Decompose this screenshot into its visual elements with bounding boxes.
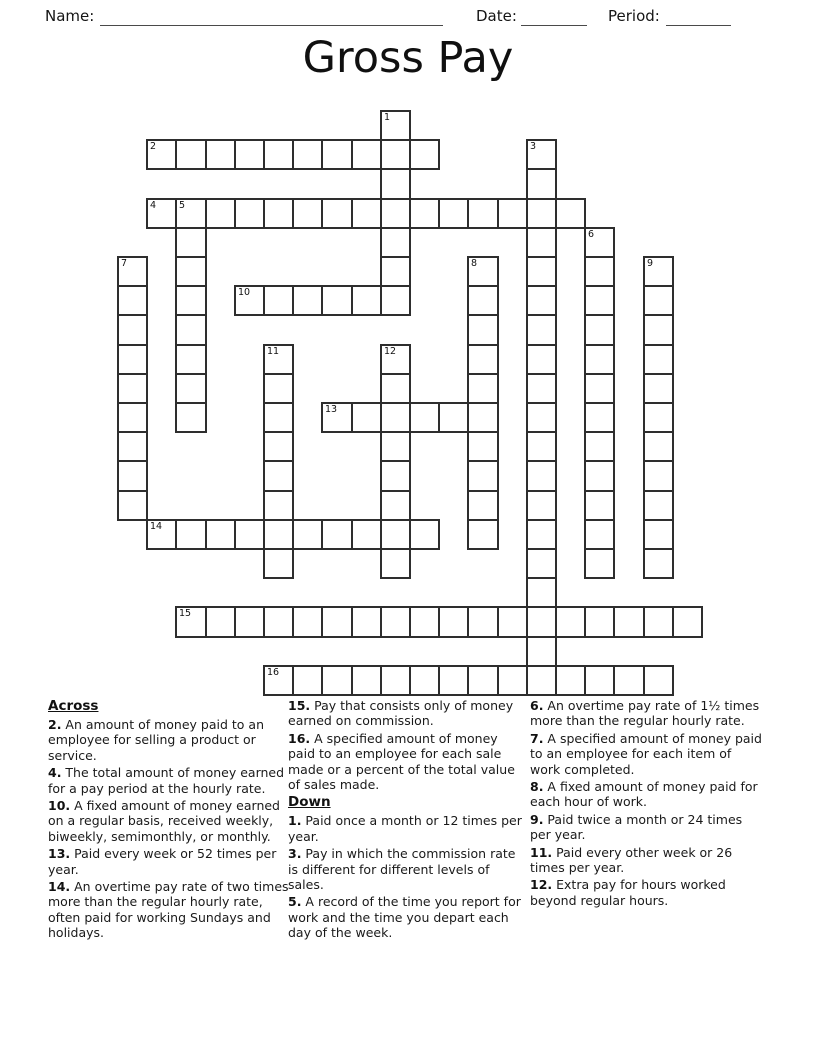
- clue-item-number: 6.: [530, 698, 544, 713]
- grid-cell[interactable]: [380, 285, 411, 316]
- grid-cell[interactable]: [555, 198, 586, 229]
- grid-cell[interactable]: [117, 344, 148, 375]
- grid-cell[interactable]: [117, 431, 148, 462]
- period-label: Period:: [608, 7, 660, 25]
- grid-cell[interactable]: [584, 402, 615, 433]
- clue-item: 15. Pay that consists only of money earned on commission.: [288, 698, 514, 729]
- clues-heading-across: Across: [48, 698, 99, 714]
- grid-cell[interactable]: [380, 431, 411, 462]
- grid-cell[interactable]: [175, 314, 207, 346]
- grid-cell[interactable]: [380, 460, 411, 492]
- grid-cell[interactable]: [351, 519, 382, 550]
- grid-cell[interactable]: [205, 606, 236, 638]
- grid-cell[interactable]: [380, 373, 411, 404]
- grid-cell[interactable]: [643, 519, 674, 550]
- clue-number: 5: [179, 200, 186, 211]
- grid-cell[interactable]: [263, 665, 294, 696]
- grid-cell[interactable]: [117, 402, 148, 433]
- grid-cell[interactable]: [380, 548, 411, 579]
- clue-item-number: 7.: [530, 730, 544, 746]
- grid-cell[interactable]: [292, 519, 323, 550]
- grid-cell[interactable]: [263, 431, 294, 462]
- clue-column: [288, 698, 526, 943]
- grid-cell[interactable]: [409, 139, 440, 170]
- clue-number: 10: [238, 287, 251, 298]
- grid-cell[interactable]: [380, 665, 411, 696]
- grid-cell[interactable]: [263, 198, 294, 229]
- clue-number: 15: [179, 608, 192, 619]
- clues-heading-down: Down: [288, 794, 331, 811]
- clue-item-number: 3.: [288, 846, 302, 862]
- grid-cell[interactable]: [584, 344, 615, 375]
- grid-cell[interactable]: [175, 256, 207, 287]
- clue-number: 1: [384, 112, 391, 123]
- grid-cell[interactable]: [643, 314, 674, 346]
- grid-cell[interactable]: [380, 227, 411, 258]
- grid-cell[interactable]: [643, 460, 674, 492]
- clue-item-number: 10.: [48, 798, 71, 814]
- grid-cell[interactable]: [467, 460, 499, 492]
- grid-cell[interactable]: [380, 606, 411, 638]
- clue-number: 14: [150, 521, 163, 532]
- grid-cell[interactable]: [467, 490, 499, 521]
- grid-cell[interactable]: [643, 256, 674, 287]
- grid-cell[interactable]: [263, 490, 294, 521]
- grid-cell[interactable]: [613, 665, 645, 696]
- grid-cell[interactable]: [526, 344, 557, 375]
- clue-item-number: 12.: [530, 877, 553, 893]
- clue-item-number: 2.: [48, 717, 62, 732]
- grid-cell[interactable]: [526, 636, 557, 667]
- grid-cell[interactable]: [584, 285, 615, 316]
- grid-cell[interactable]: [643, 606, 674, 638]
- grid-cell[interactable]: [438, 402, 469, 433]
- grid-cell[interactable]: [321, 519, 353, 550]
- clue-number: 12: [384, 346, 397, 357]
- clue-item: 14. An overtime pay rate of two times more than the regular hourly rate, often paid for working Sundays and holidays.: [48, 879, 289, 941]
- grid-cell[interactable]: [117, 285, 148, 316]
- grid-cell[interactable]: [613, 606, 645, 638]
- grid-cell[interactable]: [321, 198, 353, 229]
- grid-cell[interactable]: [175, 606, 207, 638]
- grid-cell[interactable]: [555, 665, 586, 696]
- date-label: Date:: [476, 7, 517, 25]
- grid-cell[interactable]: [526, 256, 557, 287]
- grid-cell[interactable]: [584, 665, 615, 696]
- clue-item: 9. Paid twice a month or 24 times per year.: [530, 811, 743, 843]
- grid-cell[interactable]: [409, 606, 440, 638]
- period-blank-line[interactable]: [666, 8, 731, 26]
- grid-cell[interactable]: [467, 314, 499, 346]
- grid-cell[interactable]: [263, 344, 294, 375]
- date-blank-line[interactable]: [521, 8, 587, 26]
- grid-cell[interactable]: [555, 606, 586, 638]
- clue-column: [48, 698, 290, 943]
- clue-item: 3. Pay in which the commission rate is different for different levels of sales.: [288, 846, 516, 893]
- grid-cell[interactable]: [409, 519, 440, 550]
- grid-cell[interactable]: [438, 665, 469, 696]
- grid-cell[interactable]: [672, 606, 703, 638]
- clue-item-number: 11.: [530, 844, 553, 860]
- grid-cell[interactable]: [117, 490, 148, 521]
- clue-item: 7. A specified amount of money paid to an employee for each item of work completed.: [530, 730, 762, 777]
- clue-item-number: 8.: [530, 779, 544, 795]
- grid-cell[interactable]: [467, 402, 499, 433]
- grid-cell[interactable]: [526, 431, 557, 462]
- clue-item: 12. Extra pay for hours worked beyond regular hours.: [530, 877, 726, 908]
- page-title: Gross Pay: [302, 33, 514, 83]
- clue-item-number: 4.: [48, 765, 62, 781]
- grid-cell[interactable]: [351, 665, 382, 696]
- grid-cell[interactable]: [351, 402, 382, 433]
- clue-item-number: 15.: [288, 698, 311, 713]
- grid-cell[interactable]: [117, 314, 148, 346]
- grid-cell[interactable]: [117, 460, 148, 492]
- grid-cell[interactable]: [526, 227, 557, 258]
- grid-cell[interactable]: [584, 490, 615, 521]
- clue-item: 11. Paid every other week or 26 times per year.: [530, 844, 733, 876]
- grid-cell[interactable]: [321, 606, 353, 638]
- grid-cell[interactable]: [643, 431, 674, 462]
- grid-cell[interactable]: [263, 606, 294, 638]
- clue-number: 13: [325, 404, 338, 415]
- clue-item: 1. Paid once a month or 12 times per year.: [288, 813, 522, 844]
- grid-cell[interactable]: [380, 402, 411, 433]
- grid-cell[interactable]: [292, 285, 323, 316]
- grid-cell[interactable]: [467, 373, 499, 404]
- grid-cell[interactable]: [643, 490, 674, 521]
- clue-item: 5. A record of the time you report for work and the time you depart each day of the week.: [288, 894, 521, 941]
- grid-cell[interactable]: [584, 606, 615, 638]
- grid-cell[interactable]: [380, 344, 411, 375]
- grid-cell[interactable]: [380, 198, 411, 229]
- grid-cell[interactable]: [526, 168, 557, 200]
- clue-item-number: 14.: [48, 879, 71, 895]
- name-blank-line[interactable]: [100, 8, 443, 26]
- grid-cell[interactable]: [175, 402, 207, 433]
- grid-cell[interactable]: [643, 548, 674, 579]
- clue-number: 4: [150, 200, 157, 211]
- grid-cell[interactable]: [526, 139, 557, 170]
- grid-cell[interactable]: [205, 198, 236, 229]
- grid-cell[interactable]: [497, 606, 528, 638]
- grid-cell[interactable]: [380, 519, 411, 550]
- clue-item-number: 5.: [288, 894, 302, 910]
- grid-cell[interactable]: [321, 665, 353, 696]
- grid-cell[interactable]: [526, 519, 557, 550]
- grid-cell[interactable]: [175, 139, 207, 170]
- grid-cell[interactable]: [234, 606, 265, 638]
- grid-cell[interactable]: [234, 285, 265, 316]
- grid-cell[interactable]: [175, 227, 207, 258]
- grid-cell[interactable]: [467, 344, 499, 375]
- clue-item: 4. The total amount of money earned for a pay period at the hourly rate.: [48, 765, 285, 796]
- grid-cell[interactable]: [380, 139, 411, 170]
- grid-cell[interactable]: [175, 285, 207, 316]
- grid-cell[interactable]: [526, 285, 557, 316]
- clue-item: 8. A fixed amount of money paid for each hour of work.: [530, 779, 758, 810]
- grid-cell[interactable]: [292, 606, 323, 638]
- grid-cell[interactable]: [526, 373, 557, 404]
- grid-cell[interactable]: [584, 227, 615, 258]
- grid-cell[interactable]: [146, 198, 177, 229]
- name-label: Name:: [45, 7, 95, 25]
- grid-cell[interactable]: [643, 665, 674, 696]
- grid-cell[interactable]: [117, 373, 148, 404]
- grid-cell[interactable]: [526, 548, 557, 579]
- grid-cell[interactable]: [146, 519, 177, 550]
- clue-item-number: 9.: [530, 811, 544, 827]
- grid-cell[interactable]: [263, 460, 294, 492]
- grid-cell[interactable]: [409, 198, 440, 229]
- grid-cell[interactable]: [351, 198, 382, 229]
- grid-cell[interactable]: [643, 402, 674, 433]
- grid-cell[interactable]: [234, 139, 265, 170]
- grid-cell[interactable]: [526, 460, 557, 492]
- grid-cell[interactable]: [526, 314, 557, 346]
- clue-item: 6. An overtime pay rate of 1½ times more than the regular hourly rate.: [530, 698, 760, 729]
- grid-cell[interactable]: [175, 373, 207, 404]
- grid-cell[interactable]: [584, 314, 615, 346]
- grid-cell[interactable]: [584, 256, 615, 287]
- grid-cell[interactable]: [643, 344, 674, 375]
- grid-cell[interactable]: [351, 285, 382, 316]
- grid-cell[interactable]: [321, 139, 353, 170]
- clue-number: 7: [121, 258, 128, 269]
- grid-cell[interactable]: [263, 373, 294, 404]
- clue-number: 8: [471, 258, 478, 269]
- grid-cell[interactable]: [321, 402, 353, 433]
- grid-cell[interactable]: [497, 665, 528, 696]
- grid-cell[interactable]: [526, 606, 557, 638]
- grid-cell[interactable]: [292, 198, 323, 229]
- grid-cell[interactable]: [263, 285, 294, 316]
- grid-cell[interactable]: [467, 198, 499, 229]
- grid-cell[interactable]: [380, 168, 411, 200]
- grid-cell[interactable]: [234, 519, 265, 550]
- grid-cell[interactable]: [584, 519, 615, 550]
- grid-cell[interactable]: [497, 198, 528, 229]
- grid-cell[interactable]: [351, 139, 382, 170]
- clue-column: [530, 698, 762, 910]
- clue-number: 6: [588, 229, 595, 240]
- grid-cell[interactable]: [467, 431, 499, 462]
- grid-cell[interactable]: [584, 431, 615, 462]
- grid-cell[interactable]: [380, 490, 411, 521]
- grid-cell[interactable]: [526, 490, 557, 521]
- grid-cell[interactable]: [438, 606, 469, 638]
- grid-cell[interactable]: [643, 285, 674, 316]
- grid-cell[interactable]: [584, 548, 615, 579]
- crossword-grid: [117, 110, 707, 700]
- grid-cell[interactable]: [351, 606, 382, 638]
- grid-cell[interactable]: [467, 285, 499, 316]
- grid-cell[interactable]: [380, 256, 411, 287]
- grid-cell[interactable]: [263, 548, 294, 579]
- grid-cell[interactable]: [409, 402, 440, 433]
- clue-number: 16: [267, 667, 280, 678]
- clue-number: 2: [150, 141, 157, 152]
- grid-cell[interactable]: [175, 344, 207, 375]
- grid-cell[interactable]: [467, 519, 499, 550]
- grid-cell[interactable]: [117, 256, 148, 287]
- grid-cell[interactable]: [175, 519, 207, 550]
- clue-item: 16. A specified amount of money paid to an employee for each sale made or a percent of the total value of sales made.: [288, 730, 515, 793]
- clue-number: 3: [530, 141, 537, 152]
- grid-cell[interactable]: [526, 577, 557, 608]
- clue-item: 10. A fixed amount of money earned on a regular basis, received weekly, biweekly, semimonthly, or monthly.: [48, 798, 280, 844]
- grid-cell[interactable]: [467, 606, 499, 638]
- clue-item: 2. An amount of money paid to an employee for selling a product or service.: [48, 717, 264, 763]
- grid-cell[interactable]: [263, 139, 294, 170]
- grid-cell[interactable]: [292, 139, 323, 170]
- grid-cell[interactable]: [409, 665, 440, 696]
- grid-cell[interactable]: [263, 519, 294, 550]
- grid-cell[interactable]: [584, 373, 615, 404]
- clue-number: 9: [647, 258, 654, 269]
- grid-cell[interactable]: [263, 402, 294, 433]
- clue-item: 13. Paid every week or 52 times per year.: [48, 846, 277, 877]
- grid-cell[interactable]: [584, 460, 615, 492]
- grid-cell[interactable]: [175, 198, 207, 229]
- grid-cell[interactable]: [467, 256, 499, 287]
- clue-item-number: 1.: [288, 813, 302, 829]
- grid-cell[interactable]: [321, 285, 353, 316]
- clue-number: 11: [267, 346, 280, 357]
- grid-cell[interactable]: [526, 665, 557, 696]
- clue-item-number: 13.: [48, 846, 71, 862]
- grid-cell[interactable]: [643, 373, 674, 404]
- grid-cell[interactable]: [380, 110, 411, 141]
- grid-cell[interactable]: [205, 139, 236, 170]
- grid-cell[interactable]: [526, 198, 557, 229]
- grid-cell[interactable]: [438, 198, 469, 229]
- grid-cell[interactable]: [526, 402, 557, 433]
- grid-cell[interactable]: [234, 198, 265, 229]
- grid-cell[interactable]: [205, 519, 236, 550]
- grid-cell[interactable]: [467, 665, 499, 696]
- grid-cell[interactable]: [292, 665, 323, 696]
- grid-cell[interactable]: [146, 139, 177, 170]
- clue-item-number: 16.: [288, 730, 311, 746]
